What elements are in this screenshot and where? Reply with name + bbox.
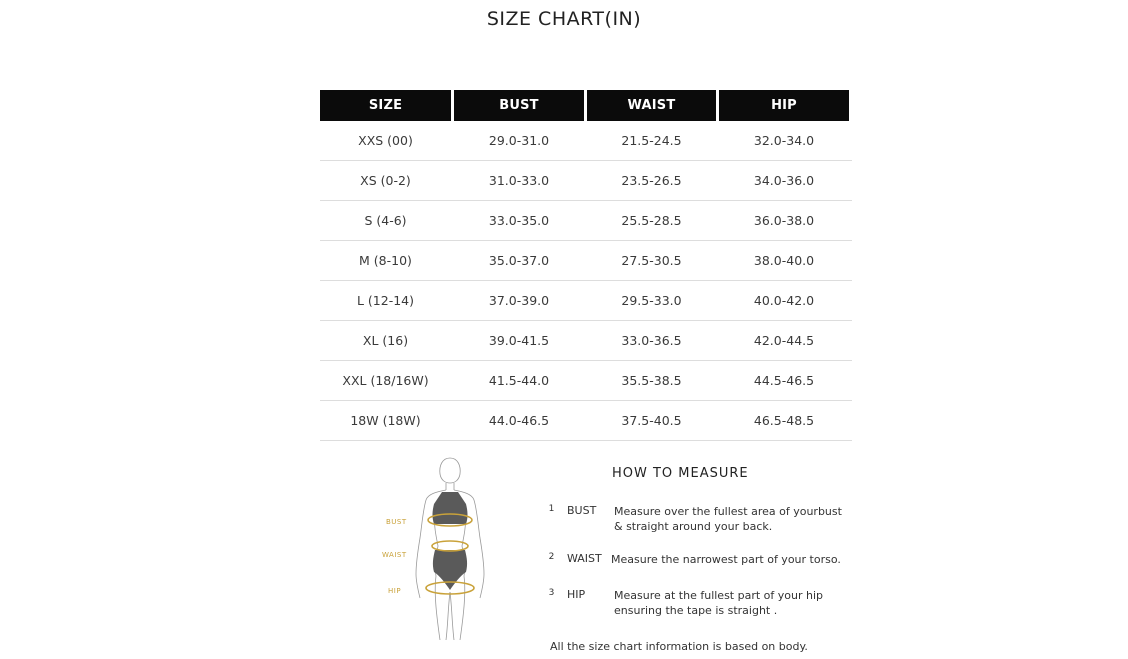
table-row bbox=[320, 201, 852, 241]
step-description bbox=[611, 552, 841, 567]
figure-label-hip: HIP bbox=[388, 587, 402, 595]
cell-bust: 35.0-37.0 bbox=[488, 253, 550, 268]
cell-size: XXS (00) bbox=[358, 133, 413, 148]
cell-size: XXL (18/16W) bbox=[342, 373, 429, 388]
table-row bbox=[320, 361, 852, 401]
how-to-measure-title: HOW TO MEASURE bbox=[612, 466, 749, 481]
step-description-line: & straight around your back. bbox=[614, 520, 773, 533]
step-number: 3 bbox=[548, 588, 555, 598]
step-description-line: Measure at the fullest part of your hip bbox=[614, 589, 824, 602]
cell-hip: 32.0-34.0 bbox=[753, 133, 815, 148]
step-description bbox=[614, 588, 823, 618]
table-header bbox=[320, 90, 852, 121]
cell-bust: 37.0-39.0 bbox=[488, 293, 550, 308]
step-name: BUST bbox=[567, 504, 597, 517]
header-waist: WAIST bbox=[587, 90, 716, 121]
cell-hip: 34.0-36.0 bbox=[753, 173, 815, 188]
table-row bbox=[320, 281, 852, 321]
size-chart-table bbox=[320, 90, 852, 441]
cell-waist: 21.5-24.5 bbox=[621, 133, 682, 148]
cell-waist: 27.5-30.5 bbox=[621, 253, 682, 268]
table-row bbox=[320, 241, 852, 281]
header-size: SIZE bbox=[320, 90, 451, 121]
cell-bust: 41.5-44.0 bbox=[488, 373, 550, 388]
step-number: 1 bbox=[548, 504, 555, 514]
figure-label-bust: BUST bbox=[386, 518, 407, 526]
header-hip: HIP bbox=[719, 90, 849, 121]
step-description-line: Measure over the fullest area of yourbust bbox=[614, 505, 842, 518]
cell-waist: 33.0-36.5 bbox=[621, 333, 682, 348]
step-name: WAIST bbox=[567, 552, 602, 565]
cell-hip: 44.5-46.5 bbox=[753, 373, 815, 388]
cell-hip: 36.0-38.0 bbox=[753, 213, 815, 228]
step-description bbox=[614, 504, 842, 534]
table-row bbox=[320, 121, 852, 161]
table-row bbox=[320, 161, 852, 201]
cell-size: M (8-10) bbox=[359, 253, 412, 268]
step-description-line: Measure the narrowest part of your torso. bbox=[611, 553, 841, 566]
cell-bust: 44.0-46.5 bbox=[488, 413, 550, 428]
body-measurement-illustration bbox=[380, 452, 520, 642]
cell-bust: 33.0-35.0 bbox=[488, 213, 550, 228]
header-bust: BUST bbox=[454, 90, 584, 121]
table-row bbox=[320, 321, 852, 361]
cell-waist: 25.5-28.5 bbox=[621, 213, 682, 228]
cell-hip: 46.5-48.5 bbox=[753, 413, 815, 428]
body-figure-icon bbox=[380, 452, 520, 642]
cell-waist: 37.5-40.5 bbox=[621, 413, 682, 428]
cell-hip: 40.0-42.0 bbox=[753, 293, 815, 308]
page-title: SIZE CHART(IN) bbox=[486, 8, 642, 30]
cell-size: 18W (18W) bbox=[350, 413, 421, 428]
cell-hip: 38.0-40.0 bbox=[753, 253, 815, 268]
step-name: HIP bbox=[567, 588, 586, 601]
cell-size: XS (0-2) bbox=[360, 173, 411, 188]
cell-size: S (4-6) bbox=[364, 213, 407, 228]
cell-bust: 31.0-33.0 bbox=[488, 173, 550, 188]
cell-size: XL (16) bbox=[362, 333, 409, 348]
table-row bbox=[320, 401, 852, 441]
cell-waist: 35.5-38.5 bbox=[621, 373, 682, 388]
footnote: All the size chart information is based on body. bbox=[550, 640, 808, 653]
cell-waist: 23.5-26.5 bbox=[621, 173, 682, 188]
step-description-line: ensuring the tape is straight . bbox=[614, 604, 778, 617]
cell-waist: 29.5-33.0 bbox=[621, 293, 682, 308]
step-number: 2 bbox=[548, 552, 555, 562]
cell-bust: 39.0-41.5 bbox=[488, 333, 550, 348]
cell-bust: 29.0-31.0 bbox=[488, 133, 550, 148]
cell-size: L (12-14) bbox=[356, 293, 414, 308]
figure-label-waist: WAIST bbox=[382, 551, 407, 559]
cell-hip: 42.0-44.5 bbox=[753, 333, 815, 348]
